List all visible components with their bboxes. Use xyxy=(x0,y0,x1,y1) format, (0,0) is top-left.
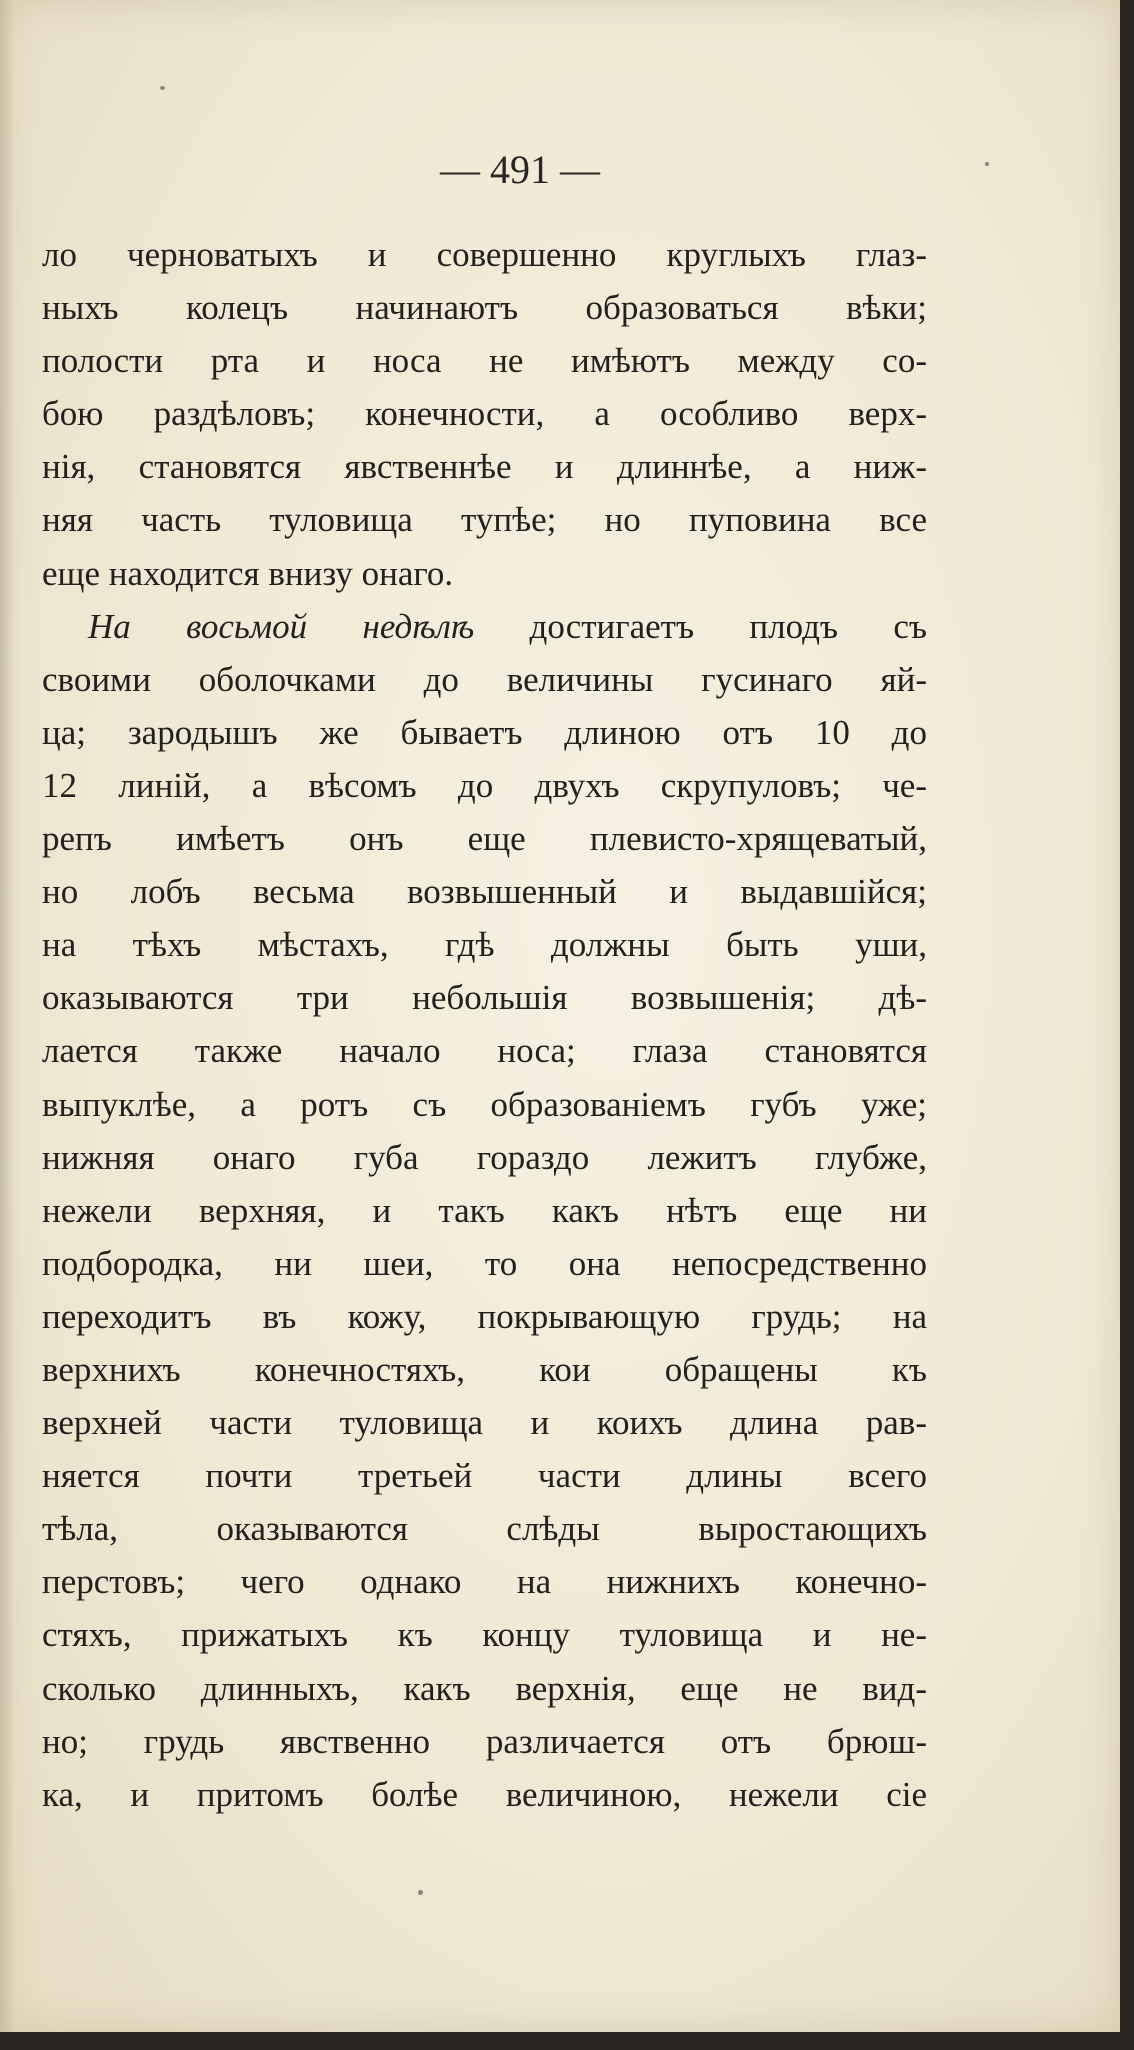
paper-speck xyxy=(160,86,165,90)
text-fragment: достигаетъ плодъ съ xyxy=(529,606,927,646)
text-line: оказываются три небольшія возвышенія; дѣ- xyxy=(42,978,927,1018)
text-line: нежели верхняя, и такъ какъ нѣтъ еще ни xyxy=(42,1190,927,1230)
text-line: перстовъ; чего однако на нижнихъ конечно- xyxy=(42,1562,927,1602)
emphasized-phrase: На восьмой недѣлѣ xyxy=(88,606,475,646)
text-line: лается также начало носа; глаза становятся xyxy=(42,1031,927,1071)
text-line: стяхъ, прижатыхъ къ концу туловища и не- xyxy=(42,1615,927,1655)
text-line: репъ имѣетъ онъ еще плевисто-хрящеватый, xyxy=(42,819,927,859)
text-line: верхнихъ конечностяхъ, кои обращены къ xyxy=(42,1349,927,1389)
text-line: няя часть туловища тупѣе; но пуповина все xyxy=(42,500,927,540)
page-number: — 491 — xyxy=(440,147,600,192)
page-gutter xyxy=(0,0,14,2032)
text-line: подбородка, ни шеи, то она непосредственно xyxy=(42,1243,927,1283)
text-line: 12 линій, а вѣсомъ до двухъ скрупуловъ; че- xyxy=(42,765,927,805)
text-line: ныхъ колецъ начинаютъ образоваться вѣки; xyxy=(42,288,927,328)
text-line: полости рта и носа не имѣютъ между со- xyxy=(42,341,927,381)
text-line: еще находится внизу онаго. xyxy=(42,553,454,593)
text-line: верхней части туловища и коихъ длина рав- xyxy=(42,1403,927,1443)
paper-speck xyxy=(985,162,989,166)
paper-speck xyxy=(418,1890,423,1895)
text-line: нія, становятся явственнѣе и длиннѣе, а ниж- xyxy=(42,447,927,487)
text-line: выпуклѣе, а ротъ съ образованіемъ губъ уже; xyxy=(42,1084,927,1124)
text-line: сколько длинныхъ, какъ верхнія, еще не вид- xyxy=(42,1668,927,1708)
text-line: на тѣхъ мѣстахъ, гдѣ должны быть уши, xyxy=(42,925,927,965)
text-line: переходитъ въ кожу, покрывающую грудь; на xyxy=(42,1296,927,1336)
text-line: но; грудь явственно различается отъ брюш- xyxy=(42,1721,927,1761)
text-line: ло черноватыхъ и совершенно круглыхъ глаз- xyxy=(42,235,927,274)
text-line: няется почти третьей части длины всего xyxy=(42,1456,927,1496)
text-line: своими оболочками до величины гусинаго яй- xyxy=(42,659,927,699)
text-line: тѣла, оказываются слѣды выростающихъ xyxy=(42,1509,927,1549)
text-line: нижняя онаго губа гораздо лежитъ глубже, xyxy=(42,1137,927,1177)
body-text xyxy=(42,228,927,1821)
text-line: но лобъ весьма возвышенный и выдавшійся; xyxy=(42,872,927,912)
text-line: ца; зародышъ же бываетъ длиною отъ 10 до xyxy=(42,712,927,752)
paragraph-first-line xyxy=(42,600,927,653)
text-line: ка, и притомъ болѣе величиною, нежели сіе xyxy=(42,1774,927,1814)
text-line: бою раздѣловъ; конечности, а особливо верх- xyxy=(42,394,927,434)
